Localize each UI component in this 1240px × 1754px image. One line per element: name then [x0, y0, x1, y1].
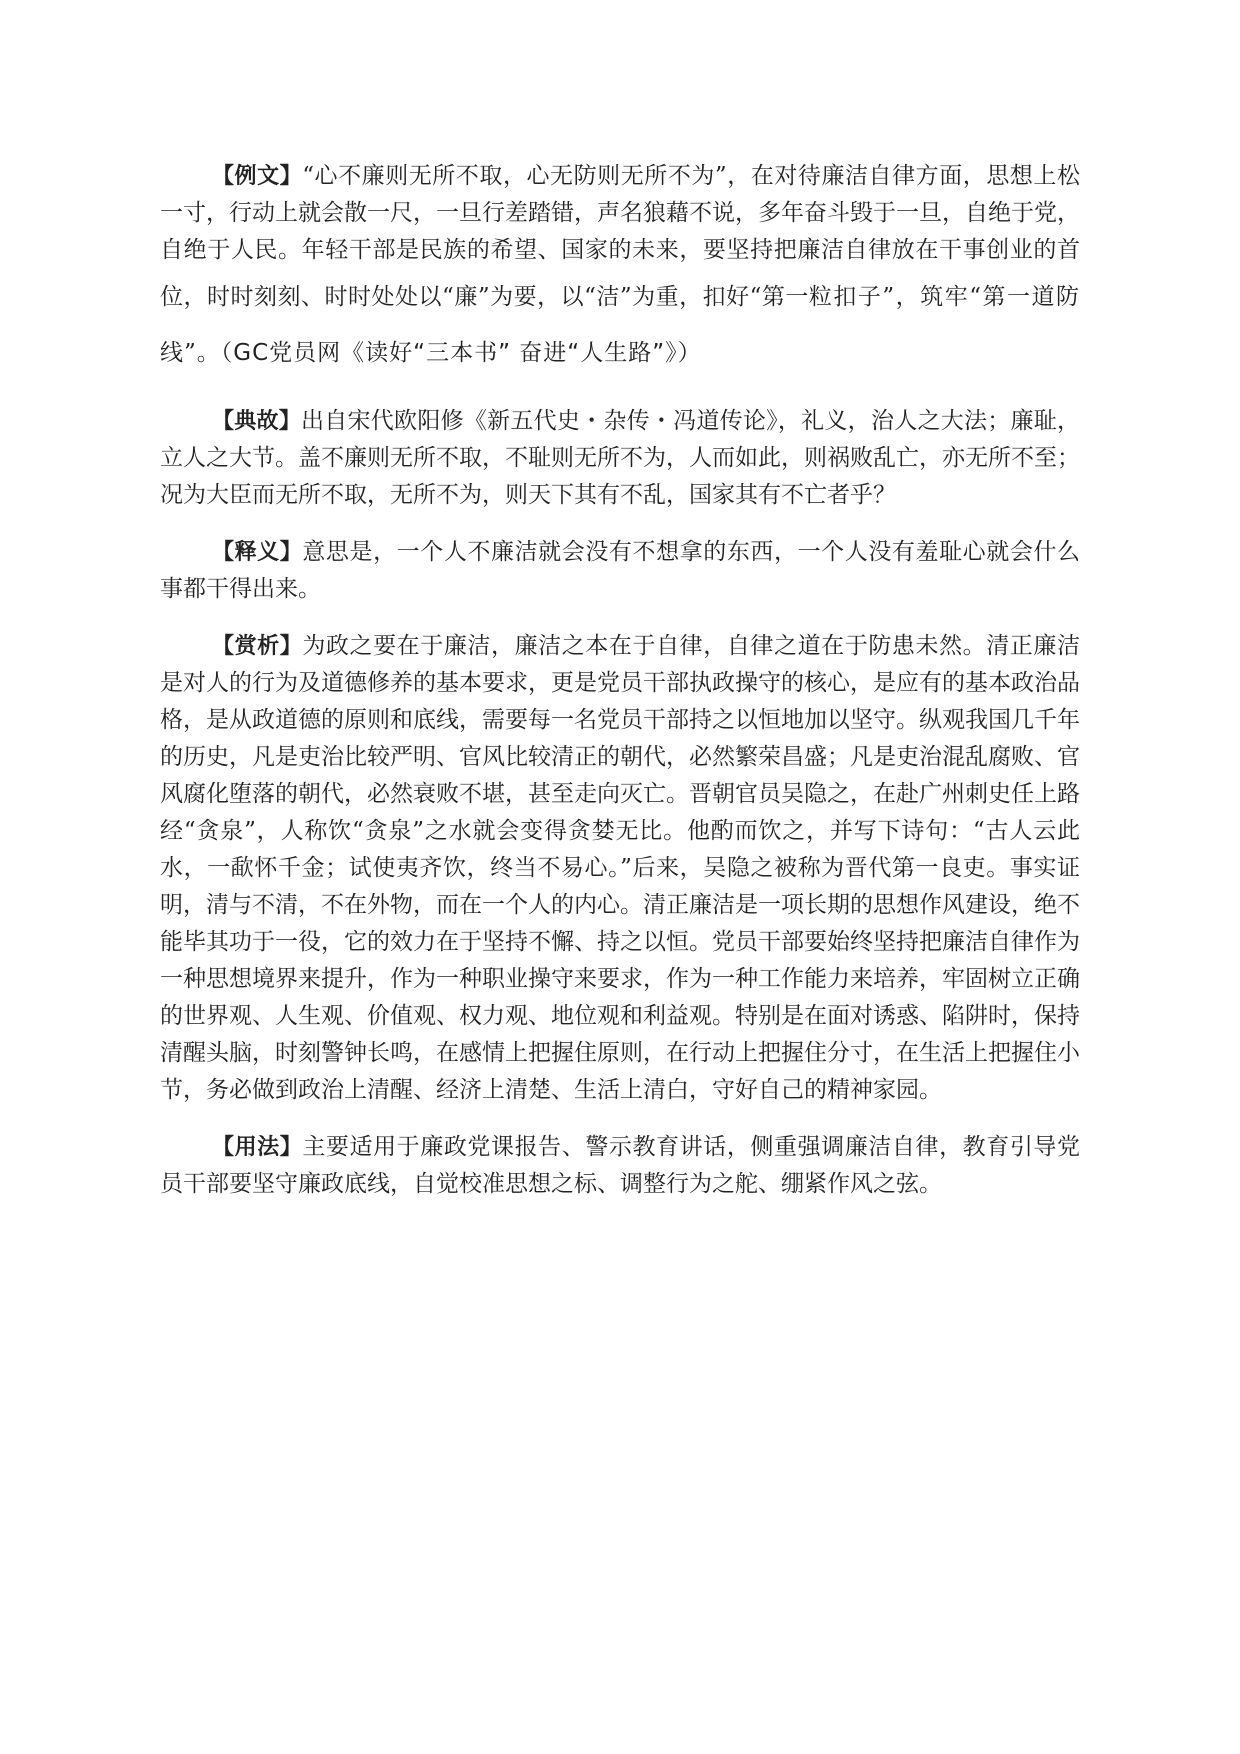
usage-label: 【用法】 [212, 1135, 303, 1160]
document-body [160, 158, 1080, 1223]
usage-text: 主要适用于廉政党课报告、警示教育讲话，侧重强调廉洁自律，教育引导党员干部要坚守廉政底线，自觉校准思想之标、调整行为之舵、绷紧作风之弦。 [160, 1134, 1080, 1197]
allusion-paragraph [160, 403, 1080, 514]
appreciation-label: 【赏析】 [212, 634, 303, 659]
appreciation-paragraph [160, 628, 1080, 1109]
example-text-tail: 粒扣子”，筑牢“第一道防线”。 [160, 284, 1080, 366]
meaning-label: 【释义】 [212, 540, 303, 565]
example-paragraph [160, 158, 1080, 381]
meaning-paragraph [160, 534, 1080, 608]
allusion-text: 出自宋代欧阳修《新五代史・杂传・冯道传论》，礼义，治人之大法；廉耻，立人之大节。盖不廉则无所不取，不耻则无所不为，人而如此，则祸败乱亡，亦无所不至；况为大臣而无所不取，无所不为，则天下其有不乱，国家其有不亡者乎？ [160, 408, 1080, 508]
usage-paragraph [160, 1129, 1080, 1203]
example-label: 【例文】 [212, 164, 303, 189]
example-text: “心不廉则无所不取，心无防则无所不为”，在对待廉洁自律方面，思想上松一寸，行动上就会散一尺，一旦行差踏错，声名狼藉不说，多年奋斗毁于一旦，自绝于党，自绝于人民。年轻干部是民族的希望、国家的未来，要坚持把廉洁自律放在干事创业的首位，时时刻刻、时时处处以“廉”为要，以“洁”为重，扣好“第一 [160, 163, 1080, 310]
allusion-label: 【典故】 [212, 409, 302, 434]
example-source: （GC党员网《读好“三本书” 奋进“人生路”》） [220, 340, 702, 366]
meaning-text: 意思是，一个人不廉洁就会没有不想拿的东西，一个人没有羞耻心就会什么事都干得出来。 [160, 539, 1080, 602]
appreciation-text: 为政之要在于廉洁，廉洁之本在于自律，自律之道在于防患未然。清正廉洁是对人的行为及道德修养的基本要求，更是党员干部执政操守的核心，是应有的基本政治品格，是从政道德的原则和底线，需要每一名党员干部持之以恒地加以坚守。纵观我国几千年的历史，凡是吏治比较严明、官风比较清正的朝代，必然繁荣昌盛；凡是吏治混乱腐败、官风腐化堕落的朝代，必然衰败不堪，甚至走向灭亡。晋朝官员吴隐之，在赴广州刺史任上路经“贪泉”，人称饮“贪泉”之水就会变得贪婪无比。他酌而饮之，并写下诗句：“古人云此水，一歃怀千金；试使夷齐饮，终当不易心。”后来，吴隐之被称为晋代第一良吏。事实证明，清与不清，不在外物，而在一个人的内心。清正廉洁是一项长期的思想作风建设，绝不能毕其功于一役，它的效力在于坚持不懈、持之以恒。党员干部要始终坚持把廉洁自律作为一种思想境界来提升，作为一种职业操守来要求，作为一种工作能力来培养，牢固树立正确的世界观、人生观、价值观、权力观、地位观和利益观。特别是在面对诱惑、陷阱时，保持清醒头脑，时刻警钟长鸣，在感情上把握住原则，在行动上把握住分寸，在生活上把握住小节，务必做到政治上清醒、经济上清楚、生活上清白，守好自己的精神家园。 [160, 633, 1080, 1103]
